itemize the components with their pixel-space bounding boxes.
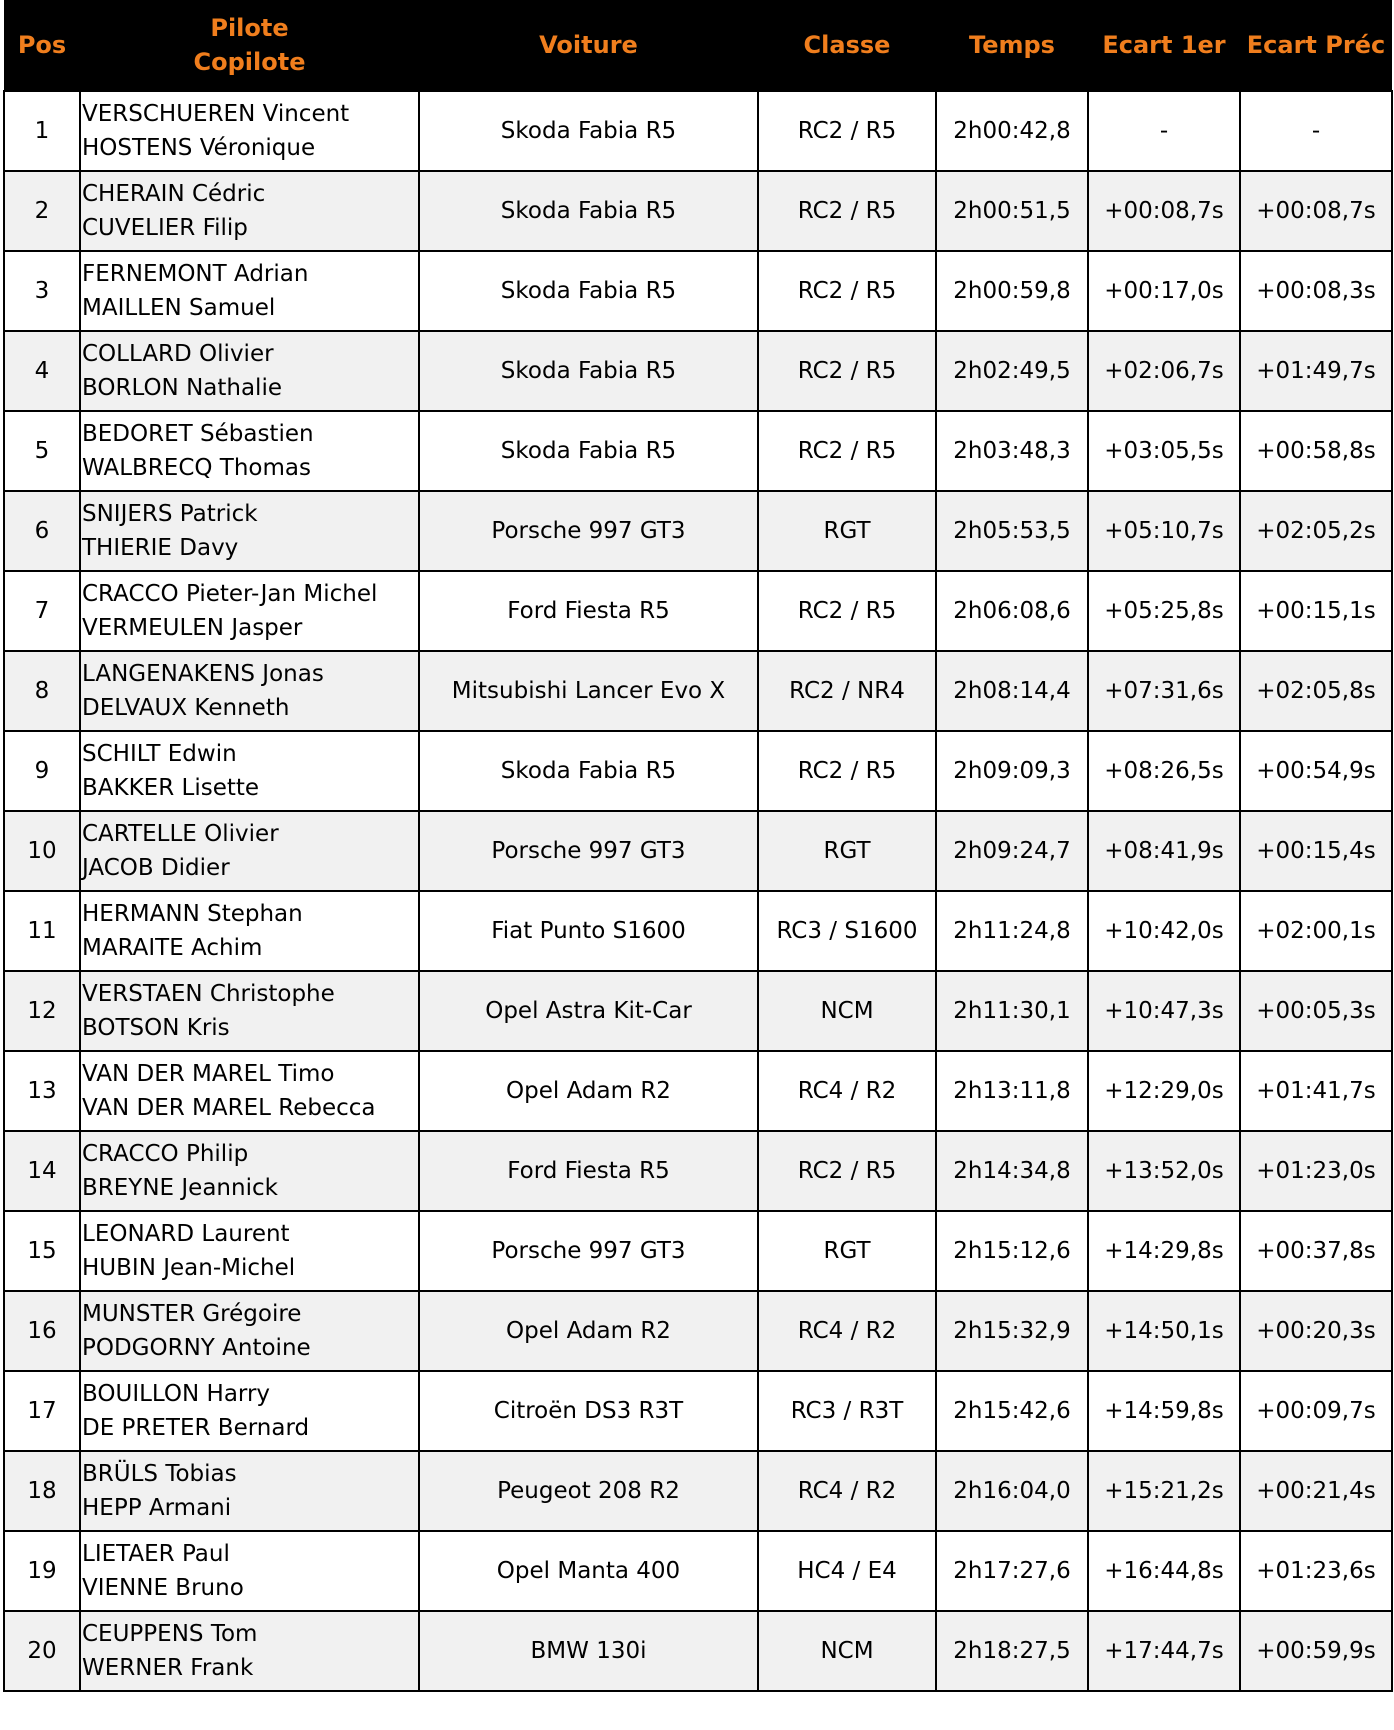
table-row <box>4 331 1392 411</box>
cell-voiture: Porsche 997 GT3 <box>419 1211 758 1291</box>
cell-ecart-1er: +14:50,1s <box>1088 1291 1240 1371</box>
cell-pos: 17 <box>4 1371 80 1451</box>
cell-temps: 2h16:04,0 <box>936 1451 1088 1531</box>
cell-temps: 2h14:34,8 <box>936 1131 1088 1211</box>
results-table <box>3 0 1393 1692</box>
pilote-name: COLLARD Olivier <box>82 341 274 367</box>
cell-pos: 12 <box>4 971 80 1051</box>
cell-classe: RC4 / R2 <box>758 1291 936 1371</box>
copilote-name: MAILLEN Samuel <box>82 295 276 321</box>
cell-temps: 2h00:59,8 <box>936 251 1088 331</box>
copilote-name: THIERIE Davy <box>82 535 239 561</box>
cell-crew <box>80 811 419 891</box>
cell-voiture: Ford Fiesta R5 <box>419 1131 758 1211</box>
cell-voiture: BMW 130i <box>419 1611 758 1691</box>
cell-temps: 2h13:11,8 <box>936 1051 1088 1131</box>
cell-pos: 13 <box>4 1051 80 1131</box>
pilote-name: FERNEMONT Adrian <box>82 261 309 287</box>
cell-voiture: Peugeot 208 R2 <box>419 1451 758 1531</box>
cell-temps: 2h06:08,6 <box>936 571 1088 651</box>
cell-classe: HC4 / E4 <box>758 1531 936 1611</box>
pilote-name: LEONARD Laurent <box>82 1221 290 1247</box>
header-ecart-1er: Ecart 1er <box>1088 0 1240 91</box>
header-pos: Pos <box>4 0 80 91</box>
copilote-name: BORLON Nathalie <box>82 375 282 401</box>
copilote-name: VERMEULEN Jasper <box>82 615 303 641</box>
cell-voiture: Skoda Fabia R5 <box>419 411 758 491</box>
cell-ecart-prec: - <box>1240 91 1392 171</box>
copilote-name: WERNER Frank <box>82 1655 254 1681</box>
table-row <box>4 491 1392 571</box>
cell-pos: 16 <box>4 1291 80 1371</box>
cell-temps: 2h15:12,6 <box>936 1211 1088 1291</box>
copilote-name: BAKKER Lisette <box>82 775 260 801</box>
cell-ecart-prec: +01:41,7s <box>1240 1051 1392 1131</box>
copilote-name: BREYNE Jeannick <box>82 1175 278 1201</box>
table-row <box>4 971 1392 1051</box>
table-row <box>4 411 1392 491</box>
table-body <box>4 91 1392 1691</box>
cell-ecart-prec: +00:59,9s <box>1240 1611 1392 1691</box>
cell-classe: RC2 / R5 <box>758 1131 936 1211</box>
cell-crew <box>80 1131 419 1211</box>
cell-pos: 10 <box>4 811 80 891</box>
pilote-name: CRACCO Philip <box>82 1141 249 1167</box>
cell-classe: RC2 / R5 <box>758 91 936 171</box>
cell-voiture: Ford Fiesta R5 <box>419 571 758 651</box>
cell-ecart-1er: +00:17,0s <box>1088 251 1240 331</box>
cell-ecart-prec: +00:20,3s <box>1240 1291 1392 1371</box>
table-row <box>4 1611 1392 1691</box>
pilote-name: BEDORET Sébastien <box>82 421 314 447</box>
cell-voiture: Skoda Fabia R5 <box>419 731 758 811</box>
pilote-name: CARTELLE Olivier <box>82 821 279 847</box>
table-row <box>4 1211 1392 1291</box>
cell-temps: 2h17:27,6 <box>936 1531 1088 1611</box>
table-row <box>4 1051 1392 1131</box>
cell-ecart-1er: +13:52,0s <box>1088 1131 1240 1211</box>
table-row <box>4 1371 1392 1451</box>
cell-temps: 2h11:30,1 <box>936 971 1088 1051</box>
cell-pos: 1 <box>4 91 80 171</box>
cell-classe: RC3 / R3T <box>758 1371 936 1451</box>
cell-pos: 6 <box>4 491 80 571</box>
cell-crew <box>80 171 419 251</box>
cell-voiture: Skoda Fabia R5 <box>419 171 758 251</box>
pilote-name: LIETAER Paul <box>82 1541 230 1567</box>
table-row <box>4 251 1392 331</box>
cell-classe: RC3 / S1600 <box>758 891 936 971</box>
cell-voiture: Fiat Punto S1600 <box>419 891 758 971</box>
table-row <box>4 731 1392 811</box>
cell-temps: 2h00:42,8 <box>936 91 1088 171</box>
cell-voiture: Opel Astra Kit-Car <box>419 971 758 1051</box>
cell-ecart-1er: +00:08,7s <box>1088 171 1240 251</box>
cell-ecart-prec: +01:23,0s <box>1240 1131 1392 1211</box>
cell-voiture: Opel Manta 400 <box>419 1531 758 1611</box>
cell-classe: NCM <box>758 971 936 1051</box>
copilote-name: HEPP Armani <box>82 1495 232 1521</box>
cell-crew <box>80 731 419 811</box>
cell-pos: 19 <box>4 1531 80 1611</box>
cell-ecart-prec: +00:08,3s <box>1240 251 1392 331</box>
cell-ecart-1er: +15:21,2s <box>1088 1451 1240 1531</box>
header-classe: Classe <box>758 0 936 91</box>
cell-temps: 2h05:53,5 <box>936 491 1088 571</box>
cell-crew <box>80 1531 419 1611</box>
cell-classe: RC2 / R5 <box>758 411 936 491</box>
cell-voiture: Porsche 997 GT3 <box>419 491 758 571</box>
cell-pos: 4 <box>4 331 80 411</box>
table-header <box>4 0 1392 91</box>
cell-crew <box>80 1371 419 1451</box>
cell-classe: RGT <box>758 1211 936 1291</box>
cell-pos: 9 <box>4 731 80 811</box>
cell-crew <box>80 491 419 571</box>
cell-temps: 2h09:09,3 <box>936 731 1088 811</box>
cell-crew <box>80 331 419 411</box>
cell-ecart-prec: +02:05,8s <box>1240 651 1392 731</box>
cell-crew <box>80 1611 419 1691</box>
table-row <box>4 571 1392 651</box>
copilote-name: MARAITE Achim <box>82 935 263 961</box>
table-row <box>4 811 1392 891</box>
cell-voiture: Mitsubishi Lancer Evo X <box>419 651 758 731</box>
cell-ecart-1er: +05:25,8s <box>1088 571 1240 651</box>
cell-classe: RC2 / R5 <box>758 731 936 811</box>
cell-pos: 7 <box>4 571 80 651</box>
cell-pos: 5 <box>4 411 80 491</box>
cell-crew <box>80 1051 419 1131</box>
cell-ecart-1er: +03:05,5s <box>1088 411 1240 491</box>
cell-temps: 2h11:24,8 <box>936 891 1088 971</box>
cell-ecart-prec: +00:15,1s <box>1240 571 1392 651</box>
cell-classe: RC2 / NR4 <box>758 651 936 731</box>
cell-crew <box>80 651 419 731</box>
pilote-name: VERSCHUEREN Vincent <box>82 101 350 127</box>
copilote-name: VAN DER MAREL Rebecca <box>82 1095 376 1121</box>
copilote-name: JACOB Didier <box>82 855 230 881</box>
cell-voiture: Skoda Fabia R5 <box>419 331 758 411</box>
cell-ecart-1er: +12:29,0s <box>1088 1051 1240 1131</box>
header-row <box>4 0 1392 91</box>
cell-classe: RC2 / R5 <box>758 171 936 251</box>
header-copilote: Copilote <box>193 48 306 76</box>
cell-ecart-prec: +00:09,7s <box>1240 1371 1392 1451</box>
cell-voiture: Citroën DS3 R3T <box>419 1371 758 1451</box>
cell-crew <box>80 571 419 651</box>
cell-classe: RC2 / R5 <box>758 251 936 331</box>
cell-temps: 2h09:24,7 <box>936 811 1088 891</box>
pilote-name: SCHILT Edwin <box>82 741 237 767</box>
copilote-name: BOTSON Kris <box>82 1015 230 1041</box>
copilote-name: CUVELIER Filip <box>82 215 248 241</box>
cell-ecart-1er: +17:44,7s <box>1088 1611 1240 1691</box>
cell-ecart-1er: +05:10,7s <box>1088 491 1240 571</box>
cell-voiture: Porsche 997 GT3 <box>419 811 758 891</box>
pilote-name: LANGENAKENS Jonas <box>82 661 324 687</box>
cell-temps: 2h02:49,5 <box>936 331 1088 411</box>
header-voiture: Voiture <box>419 0 758 91</box>
cell-ecart-prec: +00:58,8s <box>1240 411 1392 491</box>
cell-temps: 2h15:32,9 <box>936 1291 1088 1371</box>
cell-classe: NCM <box>758 1611 936 1691</box>
pilote-name: SNIJERS Patrick <box>82 501 258 527</box>
cell-ecart-1er: +02:06,7s <box>1088 331 1240 411</box>
pilote-name: MUNSTER Grégoire <box>82 1301 302 1327</box>
cell-ecart-1er: +08:26,5s <box>1088 731 1240 811</box>
cell-temps: 2h00:51,5 <box>936 171 1088 251</box>
cell-pos: 2 <box>4 171 80 251</box>
cell-temps: 2h18:27,5 <box>936 1611 1088 1691</box>
cell-classe: RGT <box>758 811 936 891</box>
cell-crew <box>80 971 419 1051</box>
cell-crew <box>80 1451 419 1531</box>
cell-classe: RC2 / R5 <box>758 331 936 411</box>
copilote-name: WALBRECQ Thomas <box>82 455 311 481</box>
pilote-name: CEUPPENS Tom <box>82 1621 258 1647</box>
cell-ecart-prec: +00:08,7s <box>1240 171 1392 251</box>
pilote-name: BRÜLS Tobias <box>82 1461 237 1487</box>
header-ecart-prec: Ecart Préc <box>1240 0 1392 91</box>
cell-ecart-prec: +01:23,6s <box>1240 1531 1392 1611</box>
table-row <box>4 1291 1392 1371</box>
cell-temps: 2h15:42,6 <box>936 1371 1088 1451</box>
cell-temps: 2h08:14,4 <box>936 651 1088 731</box>
header-pilote: Pilote <box>210 14 289 42</box>
table-row <box>4 171 1392 251</box>
cell-pos: 8 <box>4 651 80 731</box>
cell-classe: RC4 / R2 <box>758 1451 936 1531</box>
header-pilote-copilote <box>80 0 419 91</box>
copilote-name: HUBIN Jean-Michel <box>82 1255 296 1281</box>
cell-crew <box>80 1291 419 1371</box>
cell-voiture: Opel Adam R2 <box>419 1291 758 1371</box>
cell-ecart-prec: +01:49,7s <box>1240 331 1392 411</box>
cell-ecart-prec: +00:21,4s <box>1240 1451 1392 1531</box>
cell-pos: 15 <box>4 1211 80 1291</box>
cell-ecart-1er: +16:44,8s <box>1088 1531 1240 1611</box>
pilote-name: BOUILLON Harry <box>82 1381 271 1407</box>
header-temps: Temps <box>936 0 1088 91</box>
table-row <box>4 91 1392 171</box>
pilote-name: VERSTAEN Christophe <box>82 981 335 1007</box>
cell-pos: 11 <box>4 891 80 971</box>
cell-temps: 2h03:48,3 <box>936 411 1088 491</box>
cell-crew <box>80 891 419 971</box>
cell-pos: 3 <box>4 251 80 331</box>
copilote-name: VIENNE Bruno <box>82 1575 244 1601</box>
cell-ecart-prec: +00:37,8s <box>1240 1211 1392 1291</box>
cell-voiture: Opel Adam R2 <box>419 1051 758 1131</box>
pilote-name: VAN DER MAREL Timo <box>82 1061 335 1087</box>
table-row <box>4 1451 1392 1531</box>
cell-crew <box>80 411 419 491</box>
cell-ecart-1er: +10:42,0s <box>1088 891 1240 971</box>
cell-ecart-1er: +14:29,8s <box>1088 1211 1240 1291</box>
cell-crew <box>80 91 419 171</box>
cell-ecart-1er: +14:59,8s <box>1088 1371 1240 1451</box>
cell-voiture: Skoda Fabia R5 <box>419 251 758 331</box>
cell-classe: RGT <box>758 491 936 571</box>
copilote-name: PODGORNY Antoine <box>82 1335 311 1361</box>
table-row <box>4 1531 1392 1611</box>
pilote-name: CRACCO Pieter-Jan Michel <box>82 581 378 607</box>
copilote-name: DE PRETER Bernard <box>82 1415 310 1441</box>
cell-crew <box>80 251 419 331</box>
cell-ecart-prec: +02:05,2s <box>1240 491 1392 571</box>
cell-pos: 18 <box>4 1451 80 1531</box>
cell-ecart-1er: +10:47,3s <box>1088 971 1240 1051</box>
table-row <box>4 891 1392 971</box>
cell-voiture: Skoda Fabia R5 <box>419 91 758 171</box>
cell-classe: RC2 / R5 <box>758 571 936 651</box>
cell-pos: 20 <box>4 1611 80 1691</box>
pilote-name: HERMANN Stephan <box>82 901 303 927</box>
table-row <box>4 1131 1392 1211</box>
cell-classe: RC4 / R2 <box>758 1051 936 1131</box>
cell-pos: 14 <box>4 1131 80 1211</box>
cell-ecart-1er: +08:41,9s <box>1088 811 1240 891</box>
cell-ecart-prec: +00:54,9s <box>1240 731 1392 811</box>
pilote-name: CHERAIN Cédric <box>82 181 266 207</box>
cell-ecart-prec: +02:00,1s <box>1240 891 1392 971</box>
cell-ecart-1er: - <box>1088 91 1240 171</box>
cell-ecart-1er: +07:31,6s <box>1088 651 1240 731</box>
copilote-name: DELVAUX Kenneth <box>82 695 290 721</box>
cell-crew <box>80 1211 419 1291</box>
table-row <box>4 651 1392 731</box>
copilote-name: HOSTENS Véronique <box>82 135 316 161</box>
cell-ecart-prec: +00:15,4s <box>1240 811 1392 891</box>
cell-ecart-prec: +00:05,3s <box>1240 971 1392 1051</box>
